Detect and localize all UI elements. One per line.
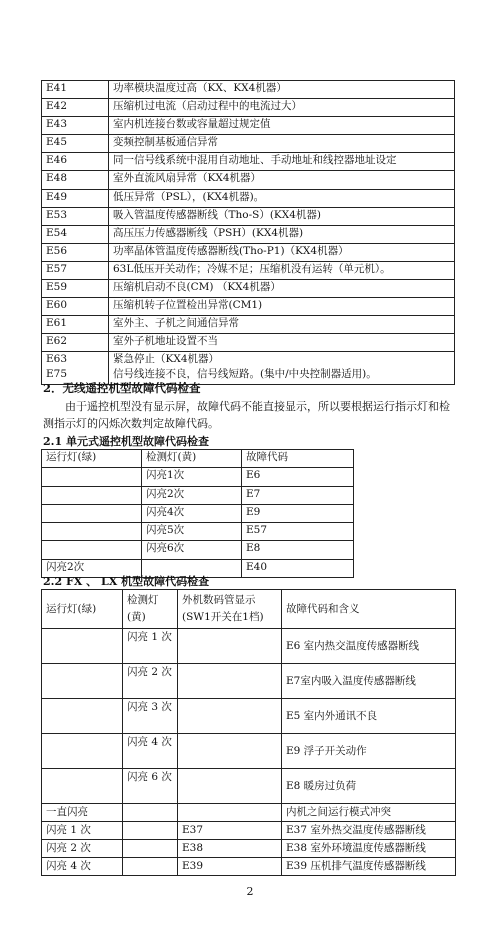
table-cell: 闪亮 3 次: [123, 699, 178, 734]
error-code-cell: E60: [42, 298, 109, 316]
table-row: [42, 117, 455, 135]
column-header: 外机数码管显示(SW1开关在1档): [178, 590, 282, 629]
error-code-cell: E48: [42, 171, 109, 189]
table-row: [42, 734, 456, 769]
table-header-row: [42, 450, 354, 468]
table-cell: [42, 468, 142, 486]
table-cell: E9 浮子开关动作: [282, 734, 456, 769]
error-description-cell: 室外主、子机之间通信异常: [109, 316, 455, 334]
table-row: [42, 316, 455, 334]
table-cell: 闪亮 4 次: [123, 734, 178, 769]
error-code-cell: E59: [42, 280, 109, 298]
error-code-cell: E56: [42, 243, 109, 261]
table-row: [42, 135, 455, 153]
error-code-cell: E61: [42, 316, 109, 334]
section-2-title: 2．无线遥控机型故障代码检查: [43, 381, 201, 395]
error-code-cell: E53: [42, 207, 109, 225]
error-description-cell: 室外直流风扇异常（KX4机器）: [109, 171, 455, 189]
table-cell: E8 暖房过负荷: [282, 769, 456, 804]
table-header-row: [42, 590, 456, 629]
error-code-line: E75: [46, 368, 68, 381]
column-header: 检测灯(黄): [142, 450, 242, 468]
error-code-line: E63: [46, 353, 68, 366]
table-cell: E37: [178, 822, 282, 840]
error-description-cell: 低压异常（PSL），(KX4机器)。: [109, 189, 455, 207]
table-row: [42, 858, 456, 876]
table-cell: [178, 804, 282, 822]
fx-lx-code-table-body: [42, 590, 456, 876]
column-header: 故障代码和含义: [282, 590, 456, 629]
error-code-cell: E45: [42, 135, 109, 153]
table-row: [42, 541, 354, 559]
table-cell: E39 压机排气温度传感器断线: [282, 858, 456, 876]
table-cell: [123, 840, 178, 858]
table-cell: 闪亮1次: [142, 468, 242, 486]
table-cell: [178, 734, 282, 769]
table-cell: [178, 769, 282, 804]
table-row: [42, 523, 354, 541]
table-row: [42, 504, 354, 522]
error-description-cell: 压缩机过电流（启动过程中的电流过大）: [109, 99, 455, 117]
table-cell: [42, 541, 142, 559]
table-row: [42, 280, 455, 298]
table-row: [42, 629, 456, 664]
table-cell: E9: [242, 504, 354, 522]
unit-remote-code-table: [41, 449, 354, 578]
table-cell: 闪亮4次: [142, 504, 242, 522]
table-row: [42, 225, 455, 243]
error-code-cell: E43: [42, 117, 109, 135]
error-code-cell: E54: [42, 225, 109, 243]
error-code-cell: E49: [42, 189, 109, 207]
error-description-cell: 室内机连接台数或容量超过规定值: [109, 117, 455, 135]
table-cell: 闪亮6次: [142, 541, 242, 559]
table-cell: 闪亮 2 次: [123, 664, 178, 699]
error-description-cell: 吸入管温度传感器断线（Tho-S）(KX4机器): [109, 207, 455, 225]
error-description-cell: 功率晶体管温度传感器断线(Tho-P1)（KX4机器）: [109, 243, 455, 261]
table-row: [42, 468, 354, 486]
table-cell: 闪亮 1 次: [42, 822, 123, 840]
table-cell: [178, 664, 282, 699]
table-row: [42, 486, 354, 504]
table-cell: E38: [178, 840, 282, 858]
error-description-cell: 高压压力传感器断线（PSH）(KX4机器): [109, 225, 455, 243]
table-cell: 闪亮 4 次: [42, 858, 123, 876]
error-description-cell: 变频控制基板通信异常: [109, 135, 455, 153]
table-cell: 一直闪亮: [42, 804, 123, 822]
table-row: [42, 99, 455, 117]
table-cell: [42, 523, 142, 541]
table-cell: 闪亮2次: [142, 486, 242, 504]
table-cell: E38 室外环境温度传感器断线: [282, 840, 456, 858]
error-code-cell: E42: [42, 99, 109, 117]
table-cell: [42, 699, 123, 734]
table-cell: E57: [242, 523, 354, 541]
table-row: [42, 81, 455, 99]
fx-lx-code-table: [41, 589, 456, 876]
table-cell: [123, 804, 178, 822]
table-cell: E40: [242, 559, 354, 577]
section-2-2-title: 2.2 FX 、 LX 机型故障代码检查: [43, 575, 210, 588]
table-cell: E6: [242, 468, 354, 486]
table-row: [42, 769, 456, 804]
table-cell: E6 室内热交温度传感器断线: [282, 629, 456, 664]
table-cell: 闪亮2次: [42, 559, 142, 577]
error-description-line: 紧急停止（KX4机器）: [113, 353, 219, 366]
error-description-cell: 室外子机地址设置不当: [109, 334, 455, 352]
error-code-cell: E62: [42, 334, 109, 352]
column-header: 运行灯(绿): [42, 450, 142, 468]
column-header: 运行灯(绿): [42, 590, 123, 629]
table-cell: [42, 769, 123, 804]
error-description-cell: 同一信号线系统中混用自动地址、手动地址和线控器地址设定: [109, 153, 455, 171]
error-description-cell: 63L低压开关动作；冷媒不足；压缩机没有运转（单元机）。: [109, 261, 455, 279]
page-number: 2: [246, 885, 254, 898]
table-cell: 内机之间运行模式冲突: [282, 804, 456, 822]
table-row: [42, 822, 456, 840]
table-row: [42, 804, 456, 822]
table-cell: 闪亮 1 次: [123, 629, 178, 664]
error-code-cell: E46: [42, 153, 109, 171]
table-row: [42, 207, 455, 225]
table-row: [42, 261, 455, 279]
table-row: [42, 664, 456, 699]
table-cell: E37 室外热交温度传感器断线: [282, 822, 456, 840]
table-cell: E7室内吸入温度传感器断线: [282, 664, 456, 699]
table-cell: E5 室内外通讯不良: [282, 699, 456, 734]
error-description-cell: 功率模块温度过高（KX、KX4机器）: [109, 81, 455, 99]
table-row: [42, 298, 455, 316]
table-cell: E39: [178, 858, 282, 876]
table-cell: [42, 664, 123, 699]
table-cell: E8: [242, 541, 354, 559]
column-header: 故障代码: [242, 450, 354, 468]
error-description-cell: 压缩机转子位置检出异常(CM1): [109, 298, 455, 316]
table-row: [42, 189, 455, 207]
table-row: [42, 840, 456, 858]
table-cell: 闪亮 2 次: [42, 840, 123, 858]
table-cell: 闪亮5次: [142, 523, 242, 541]
table-cell: [42, 629, 123, 664]
table-row: [42, 171, 455, 189]
table-cell: [42, 734, 123, 769]
section-2-paragraph: 由于遥控机型没有显示屏，故障代码不能直接显示，所以要根据运行指示灯和检测指示灯的闪烁次数判定故障代码。: [43, 400, 450, 430]
table-cell: [42, 486, 142, 504]
table-cell: [178, 699, 282, 734]
table-row: [42, 153, 455, 171]
table-cell: [42, 504, 142, 522]
unit-remote-code-table-body: [42, 450, 354, 578]
table-cell: E7: [242, 486, 354, 504]
table-cell: [123, 858, 178, 876]
error-description-cell: 压缩机启动不良(CM) （KX4机器）: [109, 280, 455, 298]
table-row: [42, 334, 455, 352]
section-2-1-title: 2.1 单元式遥控机型故障代码检查: [43, 435, 209, 448]
column-header: 检测灯(黄): [123, 590, 178, 629]
error-code-cell: E41: [42, 81, 109, 99]
table-row: [42, 699, 456, 734]
error-code-table: [41, 80, 455, 385]
table-cell: [178, 629, 282, 664]
table-cell: [123, 822, 178, 840]
error-code-cell: E57: [42, 261, 109, 279]
error-description-line: 信号线连接不良，信号线短路。(集中/中央控制器适用)。: [113, 368, 377, 381]
table-cell: 闪亮 6 次: [123, 769, 178, 804]
error-code-table-body: [42, 81, 455, 385]
table-row: [42, 243, 455, 261]
